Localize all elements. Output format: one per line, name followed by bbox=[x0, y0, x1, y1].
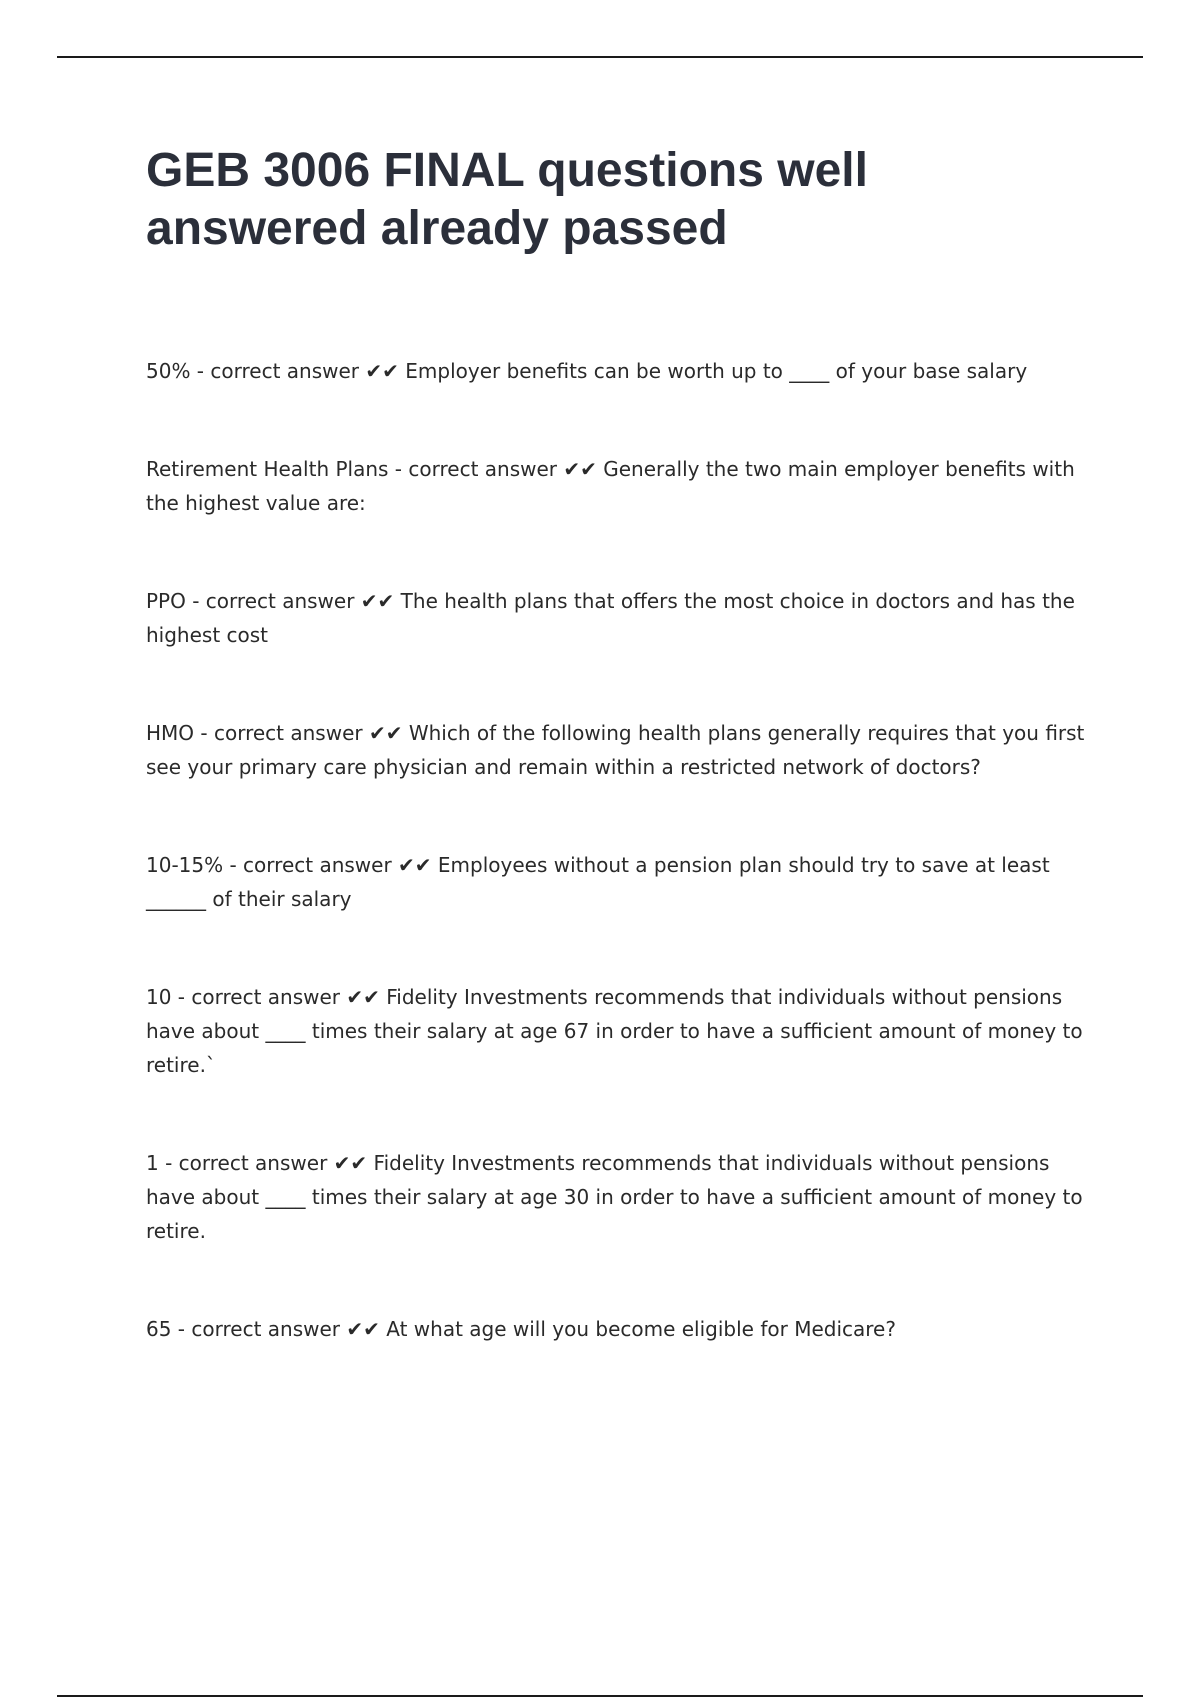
qa-item-2 bbox=[146, 452, 1096, 520]
correct-answer-marker: - correct answer ✔✔ bbox=[171, 1317, 387, 1341]
answer-text: Retirement Health Plans bbox=[146, 457, 389, 481]
answer-text: 50% bbox=[146, 359, 191, 383]
qa-list bbox=[146, 354, 1096, 1346]
question-text: Generally the two main employer benefits with the highest value are: bbox=[146, 457, 1075, 515]
qa-item-6 bbox=[146, 980, 1096, 1082]
answer-text: 65 bbox=[146, 1317, 172, 1341]
answer-text: 10 bbox=[146, 985, 172, 1009]
correct-answer-marker: - correct answer ✔✔ bbox=[190, 359, 406, 383]
question-text: Which of the following health plans generally requires that you first see your primary care physician and remain within a restricted network of doctors? bbox=[146, 721, 1085, 779]
qa-item-5 bbox=[146, 848, 1096, 916]
correct-answer-marker: - correct answer ✔✔ bbox=[223, 853, 438, 877]
qa-item-4 bbox=[146, 716, 1096, 784]
correct-answer-marker: - correct answer ✔✔ bbox=[388, 457, 604, 481]
question-text: The health plans that offers the most choice in doctors and has the highest cost bbox=[146, 589, 1075, 647]
bottom-divider bbox=[57, 1695, 1143, 1697]
correct-answer-marker: - correct answer ✔✔ bbox=[185, 589, 401, 613]
correct-answer-marker: - correct answer ✔✔ bbox=[158, 1151, 374, 1175]
question-text: Employer benefits can be worth up to ____ of your base salary bbox=[405, 359, 1028, 383]
qa-item-3 bbox=[146, 584, 1096, 652]
qa-item-7 bbox=[146, 1146, 1096, 1248]
correct-answer-marker: - correct answer ✔✔ bbox=[171, 985, 387, 1009]
correct-answer-marker: - correct answer ✔✔ bbox=[194, 721, 409, 745]
question-text: Employees without a pension plan should try to save at least ______ of their salary bbox=[146, 853, 1050, 911]
document-title: GEB 3006 FINAL questions well answered already passed bbox=[146, 144, 868, 255]
answer-text: PPO bbox=[146, 589, 186, 613]
question-text: Fidelity Investments recommends that individuals without pensions have about ____ times their salary at age 30 in order to have a sufficient amount of money to retire. bbox=[146, 1151, 1083, 1243]
question-text: At what age will you become eligible for Medicare? bbox=[386, 1317, 896, 1341]
answer-text: 1 bbox=[146, 1151, 159, 1175]
qa-item-1 bbox=[146, 354, 1096, 388]
answer-text: 10-15% bbox=[146, 853, 224, 877]
answer-text: HMO bbox=[146, 721, 195, 745]
qa-item-8 bbox=[146, 1312, 1096, 1346]
question-text: Fidelity Investments recommends that individuals without pensions have about ____ times their salary at age 67 in order to have a sufficient amount of money to retire.` bbox=[146, 985, 1083, 1077]
top-divider bbox=[57, 56, 1143, 58]
